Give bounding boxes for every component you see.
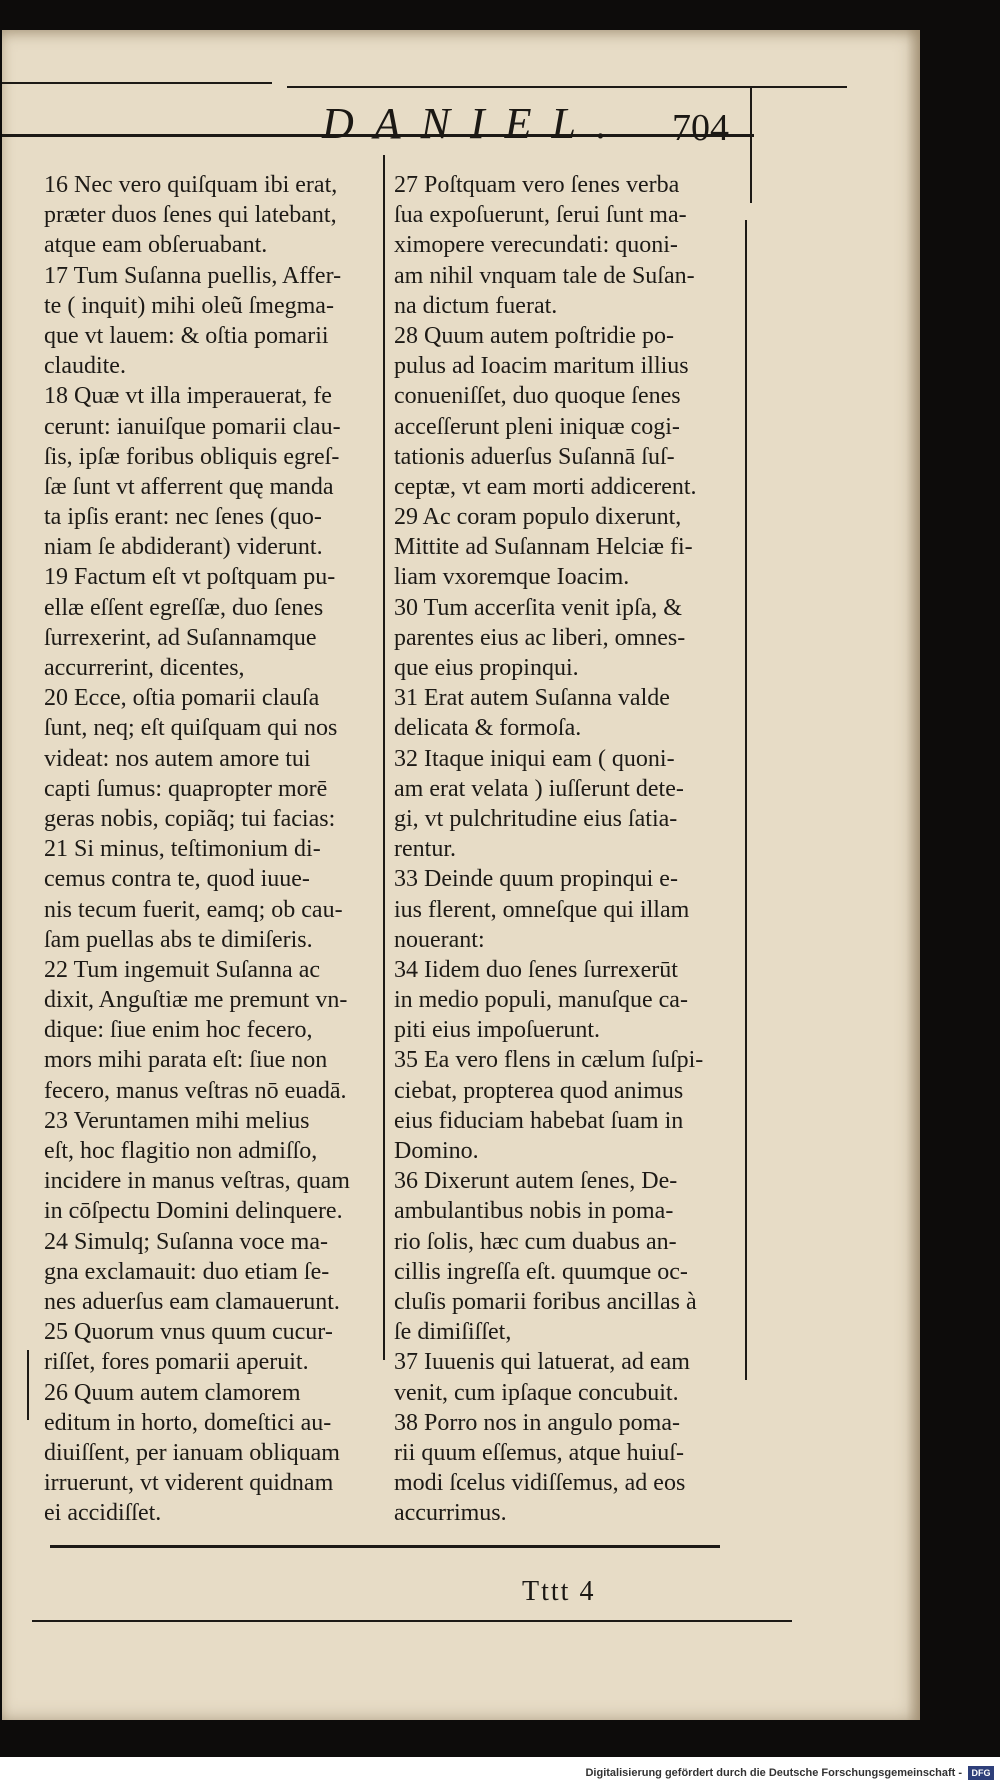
text-line: videat: nos autem amore tui <box>44 745 311 772</box>
text-line: ſunt, neq; eſt quiſquam qui nos <box>44 715 338 742</box>
text-line: dique: ſiue enim hoc fecero, <box>44 1017 313 1044</box>
top-rule-right <box>287 86 847 88</box>
page-number: 704 <box>672 107 729 149</box>
text-line: in medio populi, manuſque ca- <box>394 987 688 1014</box>
text-line: te ( inquit) mihi oleũ ſmegma- <box>44 292 334 319</box>
text-line: nis tecum fuerit, eamq; ob cau- <box>44 896 343 923</box>
text-line: gna exclamauit: duo etiam ſe- <box>44 1258 330 1285</box>
text-line: tationis aduerſus Suſannā ſuſ- <box>394 443 675 470</box>
signature-mark: Tttt 4 <box>522 1576 596 1607</box>
text-line: nes aduerſus eam clamauerunt. <box>44 1288 340 1315</box>
dfg-logo: DFG <box>968 1766 994 1780</box>
text-line: dixit, Anguſtiæ me premunt vn- <box>44 987 348 1014</box>
text-line: 20 Ecce, oſtia pomarii clauſa <box>44 685 320 712</box>
text-line: am erat velata ) iuſſerunt dete- <box>394 775 684 802</box>
text-line: Mittite ad Suſannam Helciæ fi- <box>394 534 693 561</box>
text-line: 36 Dixerunt autem ſenes, De- <box>394 1168 678 1195</box>
text-line: 38 Porro nos in angulo poma- <box>394 1409 680 1436</box>
running-head-title: DANIEL. <box>322 99 627 148</box>
text-line: accurrerint, dicentes, <box>44 655 245 681</box>
text-line: que eius propinqui. <box>394 655 579 681</box>
text-line: ei accidiſſet. <box>44 1500 162 1527</box>
text-line: ceptæ, vt eam morti addicerent. <box>394 473 697 500</box>
text-line: rii quum eſſemus, atque huiuſ- <box>394 1439 684 1466</box>
text-line: cerunt: ianuiſque pomarii clau- <box>44 413 341 440</box>
text-line: capti ſumus: quapropter morē <box>44 775 328 802</box>
text-line: am nihil vnquam tale de Suſan- <box>394 262 695 289</box>
text-line: ſe dimiſiſſet, <box>394 1319 512 1346</box>
text-line: 37 Iuuenis qui latuerat, ad eam <box>394 1349 690 1376</box>
text-line: ſurrexerint, ad Suſannamque <box>44 624 317 651</box>
text-line: in cōſpectu Domini delinquere. <box>44 1198 343 1225</box>
text-line: ta ipſis erant: nec ſenes (quo- <box>44 504 322 531</box>
text-line: eius fiduciam habebat ſuam in <box>394 1107 684 1134</box>
text-line: modi ſcelus vidiſſemus, ad eos <box>394 1470 686 1497</box>
text-line: ſam puellas abs te dimiſeris. <box>44 926 313 953</box>
right-margin-rule <box>750 88 752 203</box>
text-line: cluſis pomarii foribus ancillas à <box>394 1288 697 1315</box>
footer-credit: Digitalisierung gefördert durch die Deutsche Forschungsgemeinschaft - <box>585 1767 962 1779</box>
text-line: 35 Ea vero flens in cælum ſuſpi- <box>394 1047 704 1074</box>
text-line: cillis ingreſſa eſt. quumque oc- <box>394 1258 688 1285</box>
text-line: ellæ eſſent egreſſæ, duo ſenes <box>44 594 324 621</box>
book-page <box>2 30 920 1720</box>
text-line: niam ſe abdiderant) viderunt. <box>44 534 323 561</box>
text-line: 21 Si minus, teſtimonium di- <box>44 836 321 863</box>
text-line: 27 Poſtquam vero ſenes verba <box>394 172 680 198</box>
text-line: ius flerent, omneſque qui illam <box>394 896 690 923</box>
text-line: acceſſerunt pleni iniquæ cogi- <box>394 413 680 440</box>
text-line: atque eam obſeruabant. <box>44 232 268 259</box>
text-line: delicata & formoſa. <box>394 715 582 742</box>
text-line: 24 Simulq; Suſanna voce ma- <box>44 1228 328 1255</box>
text-line: mors mihi parata eſt: ſiue non <box>44 1047 328 1074</box>
text-line: rentur. <box>394 836 456 863</box>
text-line: piti eius impoſuerunt. <box>394 1017 600 1044</box>
text-line: 30 Tum accerſita venit ipſa, & <box>394 594 682 621</box>
text-line: claudite. <box>44 353 126 380</box>
column-divider <box>383 155 385 1360</box>
text-line: riſſet, fores pomarii aperuit. <box>44 1349 309 1376</box>
text-line: diuiſſent, per ianuam obliquam <box>44 1439 340 1466</box>
text-line: venit, cum ipſaque concubuit. <box>394 1379 679 1406</box>
text-line: præter duos ſenes qui latebant, <box>44 202 337 229</box>
page-edge-shadow <box>906 30 920 1720</box>
text-line: que vt lauem: & oſtia pomarii <box>44 322 329 349</box>
text-line: ſis, ipſæ foribus obliquis egreſ- <box>44 443 340 470</box>
text-line: 31 Erat autem Suſanna valde <box>394 685 670 712</box>
text-line: 23 Veruntamen mihi melius <box>44 1107 310 1134</box>
bottom-rule-2 <box>32 1620 792 1622</box>
text-line: 28 Quum autem poſtridie po- <box>394 322 674 349</box>
text-line: rio ſolis, hæc cum duabus an- <box>394 1228 677 1255</box>
text-line: ambulantibus nobis in poma- <box>394 1198 674 1225</box>
text-line: incidere in manus veſtras, quam <box>44 1168 350 1195</box>
text-line: cemus contra te, quod iuue- <box>44 866 310 893</box>
bottom-rule-1 <box>50 1545 720 1548</box>
text-line: geras nobis, copiãq; tui facias: <box>44 805 336 832</box>
text-line: 17 Tum Suſanna puellis, Affer- <box>44 262 342 289</box>
text-line: na dictum fuerat. <box>394 292 558 319</box>
text-line: fecero, manus veſtras nō euadā. <box>44 1077 347 1104</box>
text-line: 18 Quæ vt illa imperauerat, fe <box>44 383 332 410</box>
text-line: liam vxoremque Ioacim. <box>394 564 630 591</box>
text-line: conueniſſet, duo quoque ſenes <box>394 383 681 410</box>
left-margin-rule <box>27 1350 29 1420</box>
left-text-column <box>44 170 374 1528</box>
text-line: accurrimus. <box>394 1500 507 1527</box>
text-line: 32 Itaque iniqui eam ( quoni- <box>394 745 675 772</box>
text-line: 22 Tum ingemuit Suſanna ac <box>44 956 320 983</box>
text-line: ſæ ſunt vt afferrent quę manda <box>44 473 334 500</box>
right-column-border <box>745 220 747 1380</box>
text-line: nouerant: <box>394 926 485 953</box>
text-line: Domino. <box>394 1138 479 1164</box>
text-line: ſua expoſuerunt, ſerui ſunt ma- <box>394 202 687 229</box>
text-line: 33 Deinde quum propinqui e- <box>394 866 678 893</box>
text-line: irruerunt, vt viderent quidnam <box>44 1470 334 1497</box>
text-line: pulus ad Ioacim maritum illius <box>394 353 689 380</box>
text-line: 26 Quum autem clamorem <box>44 1379 301 1406</box>
text-line: 25 Quorum vnus quum cucur- <box>44 1319 333 1346</box>
text-line: 29 Ac coram populo dixerunt, <box>394 504 682 531</box>
top-rule-left <box>2 82 272 84</box>
right-text-column <box>394 170 729 1528</box>
text-line: 34 Iidem duo ſenes ſurrexerūt <box>394 956 678 983</box>
text-line: 16 Nec vero quiſquam ibi erat, <box>44 172 338 198</box>
text-line: ximopere verecundati: quoni- <box>394 232 678 259</box>
text-line: parentes eius ac liberi, omnes- <box>394 624 686 651</box>
text-line: eſt, hoc flagitio non admiſſo, <box>44 1138 318 1164</box>
text-line: ciebat, propterea quod animus <box>394 1077 684 1104</box>
text-line: 19 Factum eſt vt poſtquam pu- <box>44 564 336 591</box>
text-line: editum in horto, domeſtici au- <box>44 1409 332 1436</box>
text-line: gi, vt pulchritudine eius ſatia- <box>394 805 678 832</box>
